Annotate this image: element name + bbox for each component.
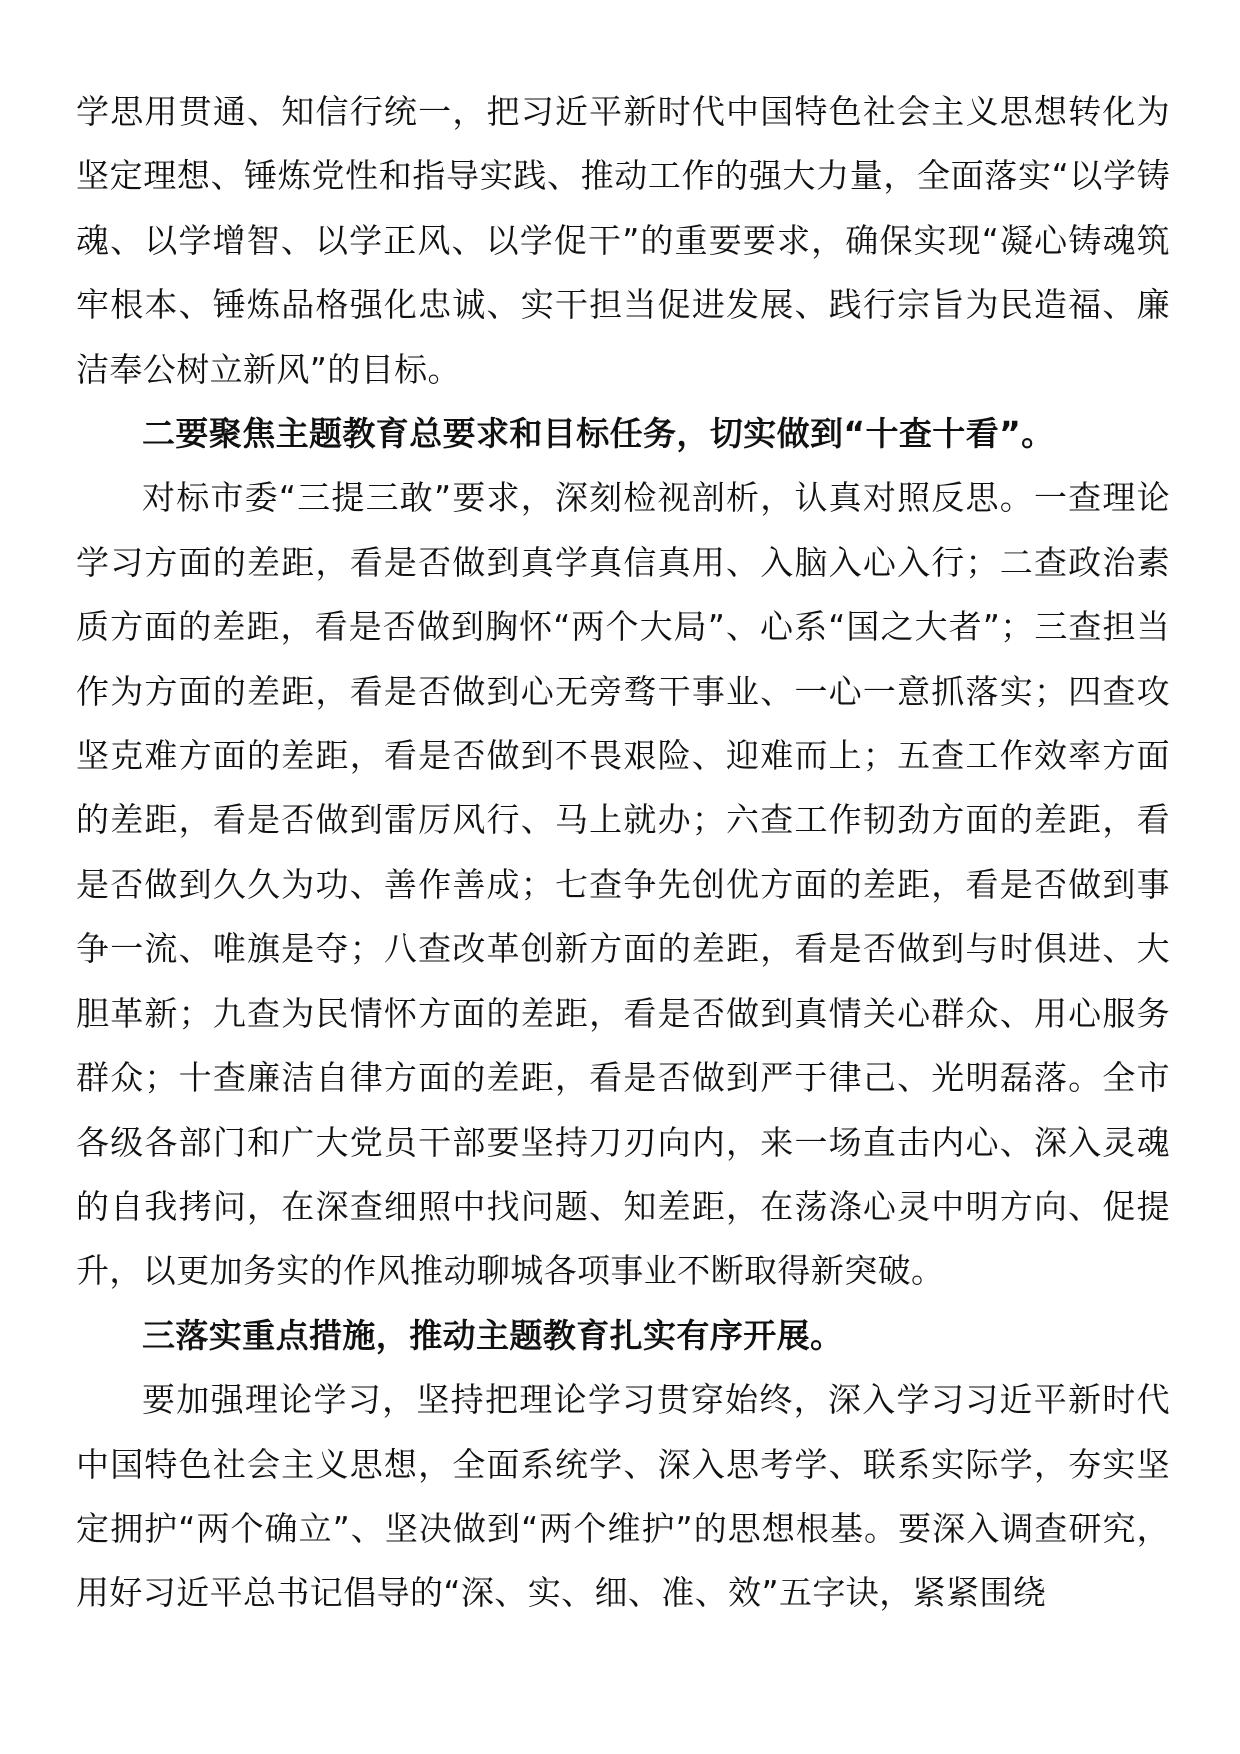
paragraph-theory-study: 要加强理论学习，坚持把理论学习贯穿始终，深入学习习近平新时代中国特色社会主义思想，全面系统学、深入思考学、联系实际学，夯实坚定拥护“两个确立”、坚决做到“两个维护”的思想根基。要深入调查研究，用好习近平总书记倡导的“深、实、细、准、效”五字诀，紧紧围绕 [76, 1380, 1170, 1613]
paragraph-continuation: 学思用贯通、知信行统一，把习近平新时代中国特色社会主义思想转化为坚定理想、锤炼党性和指导实践、推动工作的强大力量，全面落实“以学铸魂、以学增智、以学正风、以学促干”的重要要求，确保实现“凝心铸魂筑牢根本、锤炼品格强化忠诚、实干担当促进发展、践行宗旨为民造福、廉洁奉公树立新风”的目标。 [76, 92, 1170, 389]
paragraph-ten-checks: 对标市委“三提三敢”要求，深刻检视剖析，认真对照反思。一查理论学习方面的差距，看是否做到真学真信真用、入脑入心入行；二查政治素质方面的差距，看是否做到胸怀“两个大局”、心系“国之大者”；三查担当作为方面的差距，看是否做到心无旁骛干事业、一心一意抓落实；四查攻坚克难方面的差距，看是否做到不畏艰险、迎难而上；五查工作效率方面的差距，看是否做到雷厉风行、马上就办；六查工作韧劲方面的差距，看是否做到久久为功、善作善成；七查争先创优方面的差距，看是否做到事争一流、唯旗是夺；八查改革创新方面的差距，看是否做到与时俱进、大胆革新；九查为民情怀方面的差距，看是否做到真情关心群众、用心服务群众；十查廉洁自律方面的差距，看是否做到严于律己、光明磊落。全市各级各部门和广大党员干部要坚持刀刃向内，来一场直击内心、深入灵魂的自我拷问，在深查细照中找问题、知差距，在荡涤心灵中明方向、促提升，以更加务实的作风推动聊城各项事业不断取得新突破。 [76, 478, 1170, 1291]
document-body [76, 80, 1170, 1626]
section-heading-two: 二要聚焦主题教育总要求和目标任务，切实做到“十查十看”。 [142, 414, 1055, 454]
section-heading-three: 三落实重点措施，推动主题教育扎实有序开展。 [142, 1315, 844, 1355]
